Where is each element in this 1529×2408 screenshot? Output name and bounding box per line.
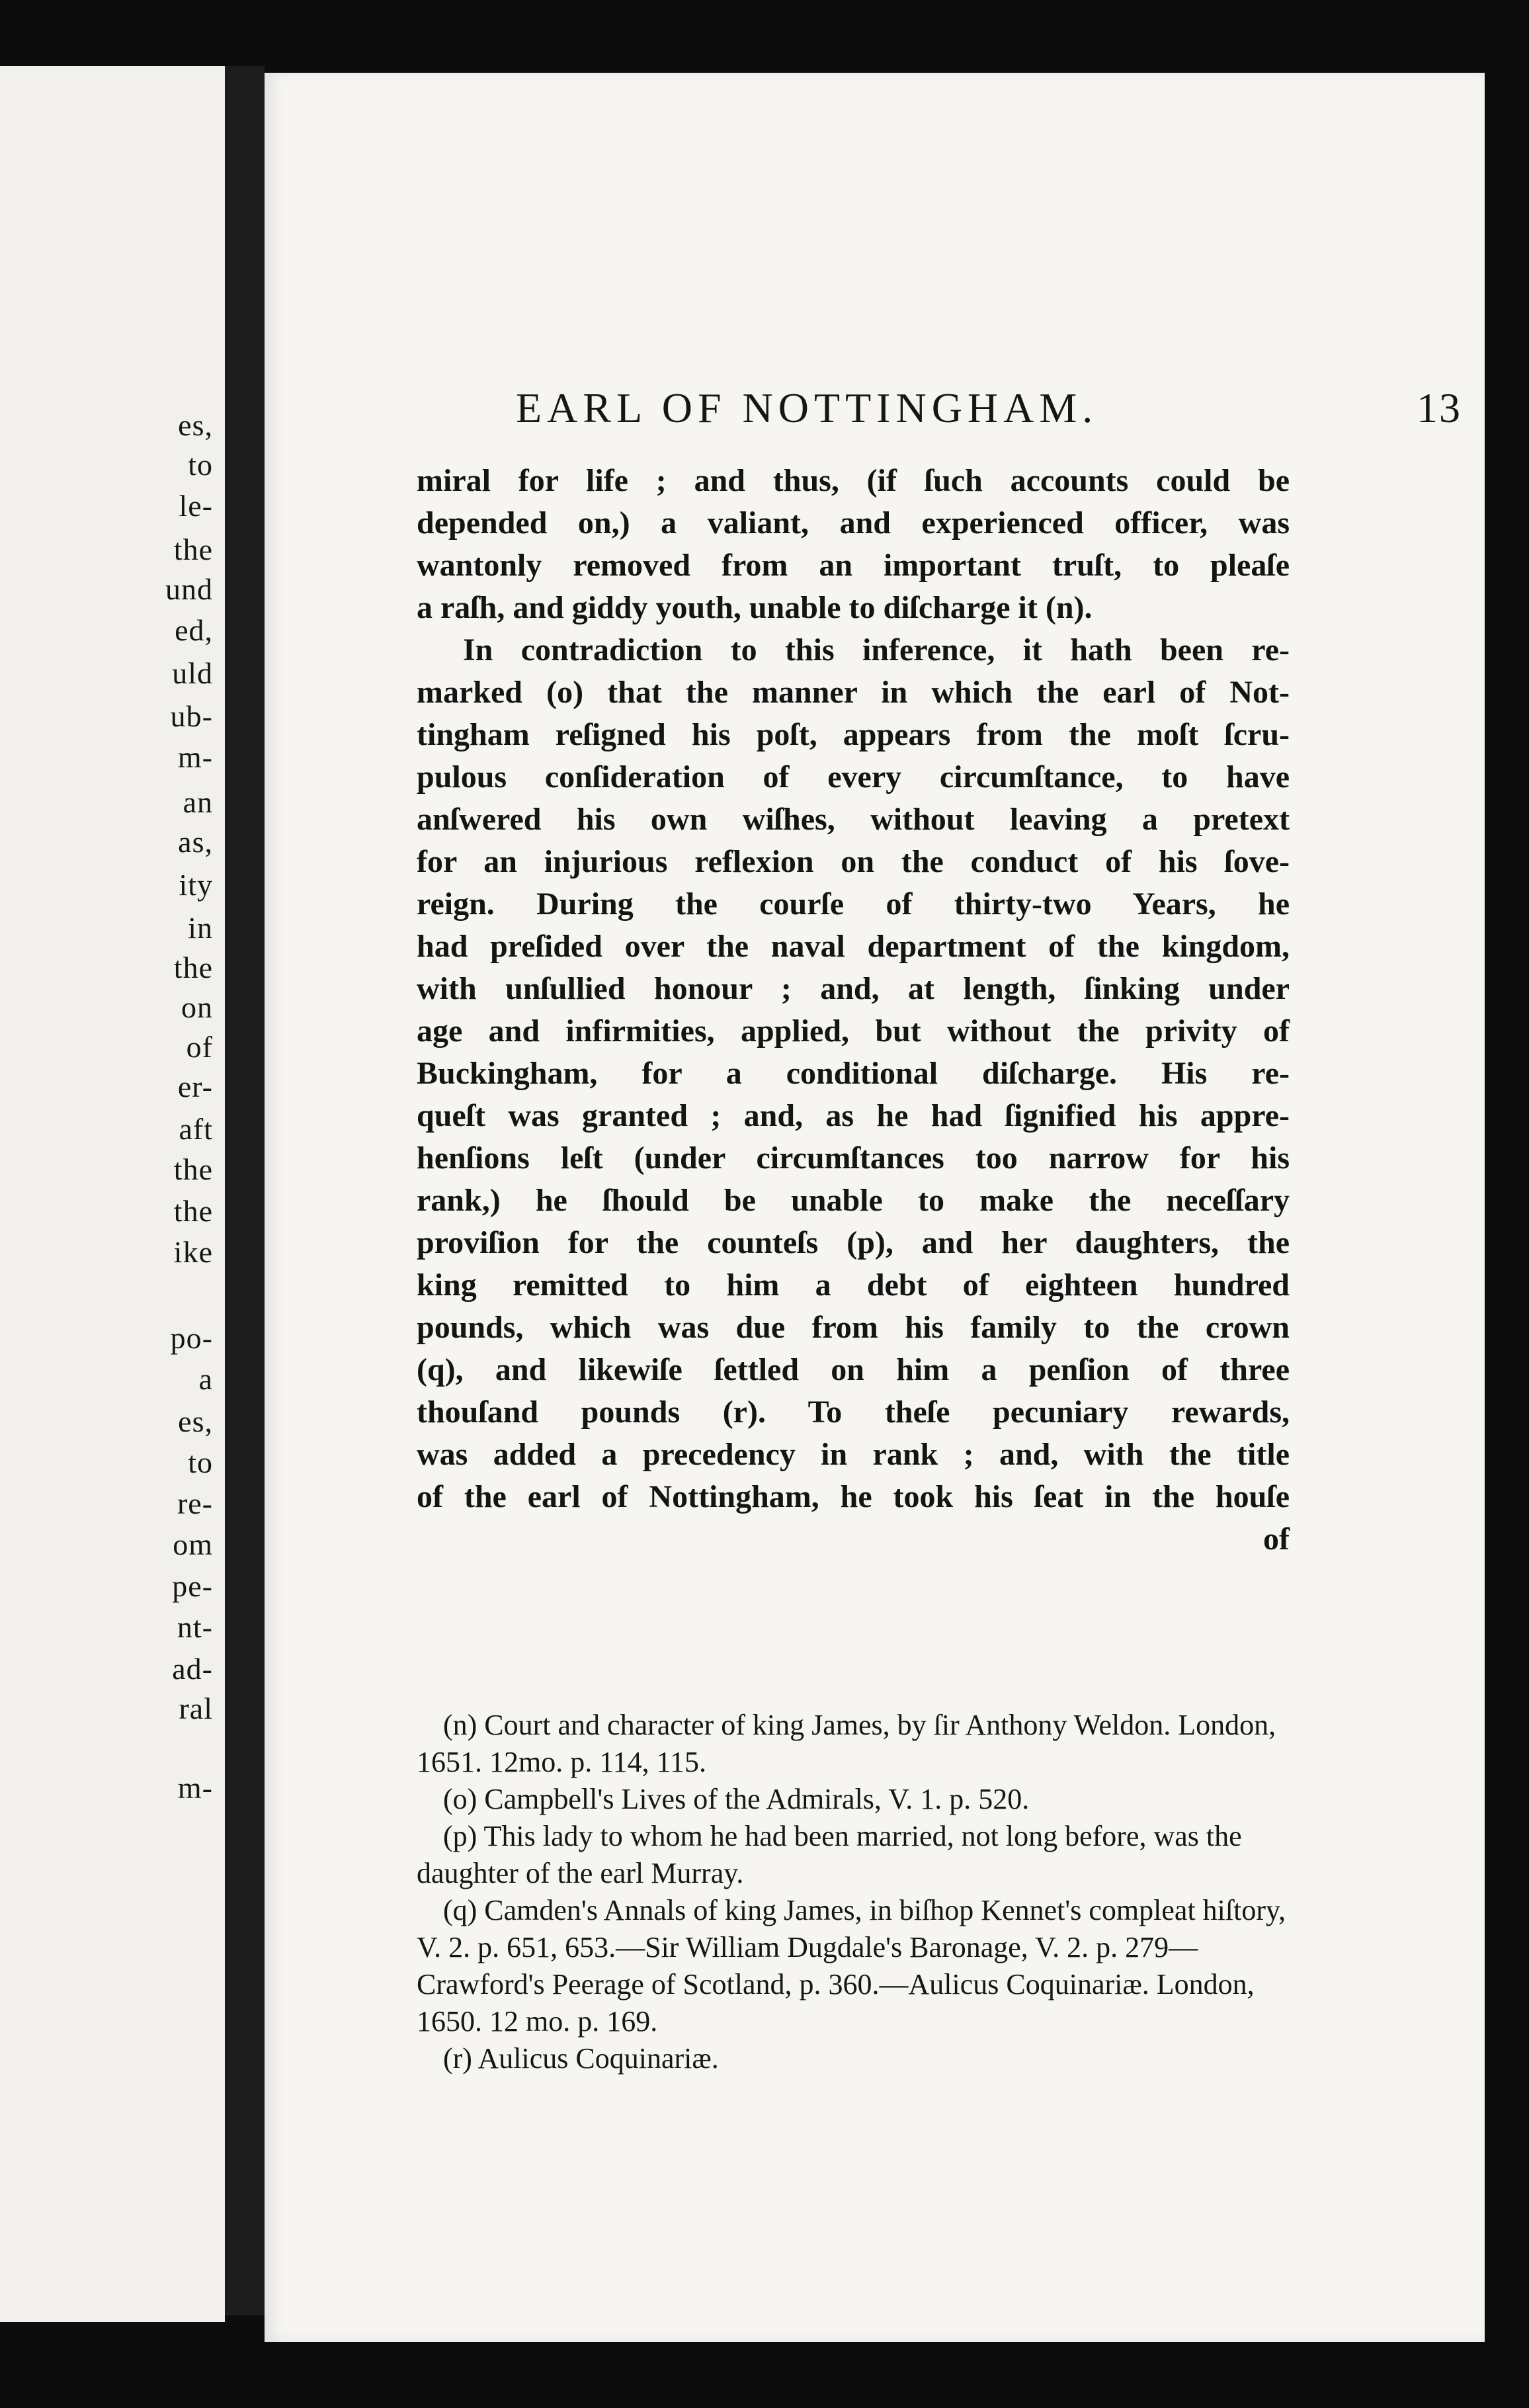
body-text <box>417 460 1290 1561</box>
body-line: queſt was granted ; and, as he had ſignified his appre- <box>417 1098 1290 1133</box>
body-line: was added a precedency in rank ; and, with the title <box>417 1437 1290 1472</box>
body-line: thouſand pounds (r). To theſe pecuniary rewards, <box>417 1395 1290 1430</box>
left-page-line-fragment: m- <box>177 740 213 774</box>
left-page-line-fragment: ub- <box>170 699 213 733</box>
body-line: with unſullied honour ; and, at length, ſinking under <box>417 971 1290 1006</box>
body-line: rank,) he ſhould be unable to make the neceſſary <box>417 1183 1290 1218</box>
body-line: for an injurious reflexion on the conduct of his ſove- <box>417 844 1290 879</box>
book-spine <box>225 66 265 2315</box>
body-line: miral for life ; and thus, (if ſuch accounts could be <box>417 463 1290 498</box>
body-line: anſwered his own wiſhes, without leaving a pretext <box>417 802 1290 837</box>
left-page-line-fragment: om <box>173 1527 213 1561</box>
body-line: age and infirmities, applied, but without the privity of <box>417 1013 1290 1049</box>
body-line: king remitted to him a debt of eighteen hundred <box>417 1268 1290 1303</box>
page-number: 13 <box>1417 384 1462 431</box>
footnote: (p) This lady to whom he had been married, not long before, was the daughter of the earl Murray. <box>417 1820 1242 1889</box>
footnote: (n) Court and character of king James, by ſir Anthony Weldon. London, 1651. 12mo. p. 114, 115. <box>417 1709 1276 1778</box>
right-page <box>265 73 1485 2342</box>
running-title: EARL OF NOTTINGHAM. <box>516 384 1098 431</box>
body-line: of the earl of Nottingham, he took his ſeat in the houſe <box>417 1479 1290 1514</box>
body-line: pounds, which was due from his family to the crown <box>417 1310 1290 1345</box>
left-page-line-fragment: the <box>173 1152 213 1186</box>
running-header <box>516 384 1462 431</box>
left-page-line-fragment: to <box>188 448 213 482</box>
left-page-line-fragment: ike <box>173 1235 213 1269</box>
body-line: pulous conſideration of every circumſtance, to have <box>417 759 1290 795</box>
body-line: wantonly removed from an important truſt, to pleaſe <box>417 548 1290 583</box>
left-page-line-fragment: as, <box>178 825 213 859</box>
left-page-line-fragment: po- <box>170 1321 213 1355</box>
left-page-line-fragment: uld <box>172 656 213 690</box>
left-page-line-fragment: to <box>188 1445 213 1479</box>
body-line: depended on,) a valiant, and experienced officer, was <box>417 505 1290 540</box>
footnote: (r) Aulicus Coquinariæ. <box>443 2042 719 2075</box>
left-page-line-fragment: a <box>198 1362 213 1396</box>
left-page-line-fragment: the <box>173 1194 213 1228</box>
left-page-line-fragment: er- <box>177 1070 213 1103</box>
left-page-fragment <box>0 66 225 2322</box>
footnotes <box>417 1707 1296 2077</box>
left-page-line-fragment: re- <box>177 1486 213 1520</box>
body-line: henſions leſt (under circumſtances too narrow for his <box>417 1140 1290 1176</box>
body-line: proviſion for the counteſs (p), and her daughters, the <box>417 1225 1290 1260</box>
left-page-line-fragment: ity <box>179 868 213 902</box>
body-line: tingham reſigned his poſt, appears from the moſt ſcru- <box>417 717 1290 752</box>
left-page-line-fragment: ed, <box>175 613 213 647</box>
body-line: Buckingham, for a conditional diſcharge. His re- <box>417 1056 1290 1091</box>
footnote: (q) Camden's Annals of king James, in biſhop Kennet's compleat hiſtory, V. 2. p. 651, 653.—Sir William Dugdale's Baronage, V. 2. p. 279—Crawford's Peerage of Scotland, p. 360.—Aulicus Coquinariæ. London, 1650. 12 mo. p. 169. <box>417 1894 1286 2038</box>
body-line: had preſided over the naval department of the kingdom, <box>417 929 1290 964</box>
catchword: of <box>1263 1522 1290 1557</box>
body-line: In contradiction to this inference, it hath been re- <box>463 632 1290 667</box>
footnote: (o) Campbell's Lives of the Admirals, V. 1. p. 520. <box>443 1783 1030 1815</box>
left-page-line-fragment: m- <box>177 1771 213 1805</box>
body-line: reign. During the courſe of thirty-two Years, he <box>417 886 1290 922</box>
left-page-line-fragment: ral <box>179 1692 213 1725</box>
left-page-line-fragment: the <box>173 951 213 984</box>
left-page-line-fragment: aft <box>179 1112 213 1146</box>
body-line: marked (o) that the manner in which the earl of Not- <box>417 675 1290 710</box>
left-page-line-fragment: es, <box>178 408 213 442</box>
left-page-line-fragment: le- <box>179 489 213 523</box>
left-page-line-fragment: an <box>183 785 213 819</box>
left-page-line-fragment: on <box>181 990 213 1024</box>
body-line: a raſh, and giddy youth, unable to diſcharge it (n). <box>417 590 1093 625</box>
left-page-line-fragment: in <box>188 911 213 945</box>
left-page-line-fragment: of <box>186 1030 213 1064</box>
left-page-line-fragment: nt- <box>177 1610 213 1644</box>
body-line: (q), and likewiſe ſettled on him a penſion of three <box>417 1352 1290 1387</box>
left-page-line-fragment: es, <box>178 1404 213 1438</box>
left-page-line-fragment: pe- <box>172 1569 213 1603</box>
left-page-line-fragment: ad- <box>172 1652 213 1686</box>
left-page-line-fragment: und <box>165 572 213 606</box>
left-page-line-fragment: the <box>173 533 213 566</box>
